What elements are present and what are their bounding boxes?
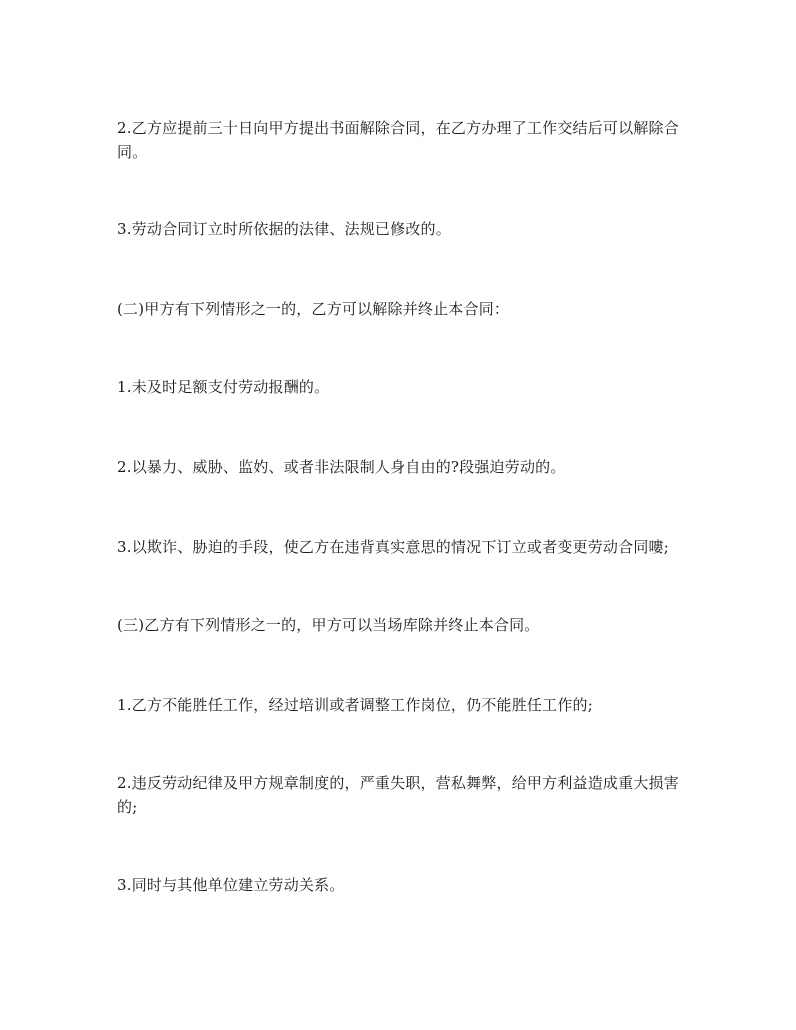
paragraph-c1-unpaid-wages: 1.未及时足额支付劳动报酬的。: [117, 378, 330, 396]
section-heading-3: (三)乙方有下列情形之一的，甲方可以当场库除并终止本合同。: [117, 616, 540, 634]
paragraph-b3-law-amended: 3.劳动合同订立时所依据的法律、法规已修改的。: [117, 220, 451, 238]
paragraph-d1-incompetent: 1.乙方不能胜任工作，经过培训或者调整工作岗位，仍不能胜任工作的;: [117, 696, 593, 714]
paragraph-c3-fraud: 3.以欺诈、胁迫的手段，使乙方在违背真实意思的情况下订立或者变更劳动合同嘍;: [117, 538, 669, 556]
paragraph-d3-other-employer: 3.同时与其他单位建立劳动关系。: [117, 876, 345, 894]
section-heading-2: (二)甲方有下列情形之一的，乙方可以解除并终止本合同：: [117, 300, 510, 318]
paragraph-b2-advance-notice: 2.乙方应提前三十日向甲方提出书面解除合同，在乙方办理了工作交结后可以解除合同。: [117, 119, 679, 161]
paragraph-d2-discipline: 2.违反劳动纪律及甲方规章制度的，严重失职，营私舞弊，给甲方利益造成重大损害的;: [117, 774, 679, 816]
paragraph-c2-forced-labor: 2.以暴力、威胁、监妁、或者非法限制人身自由的?段强迫劳动的。: [117, 458, 566, 476]
